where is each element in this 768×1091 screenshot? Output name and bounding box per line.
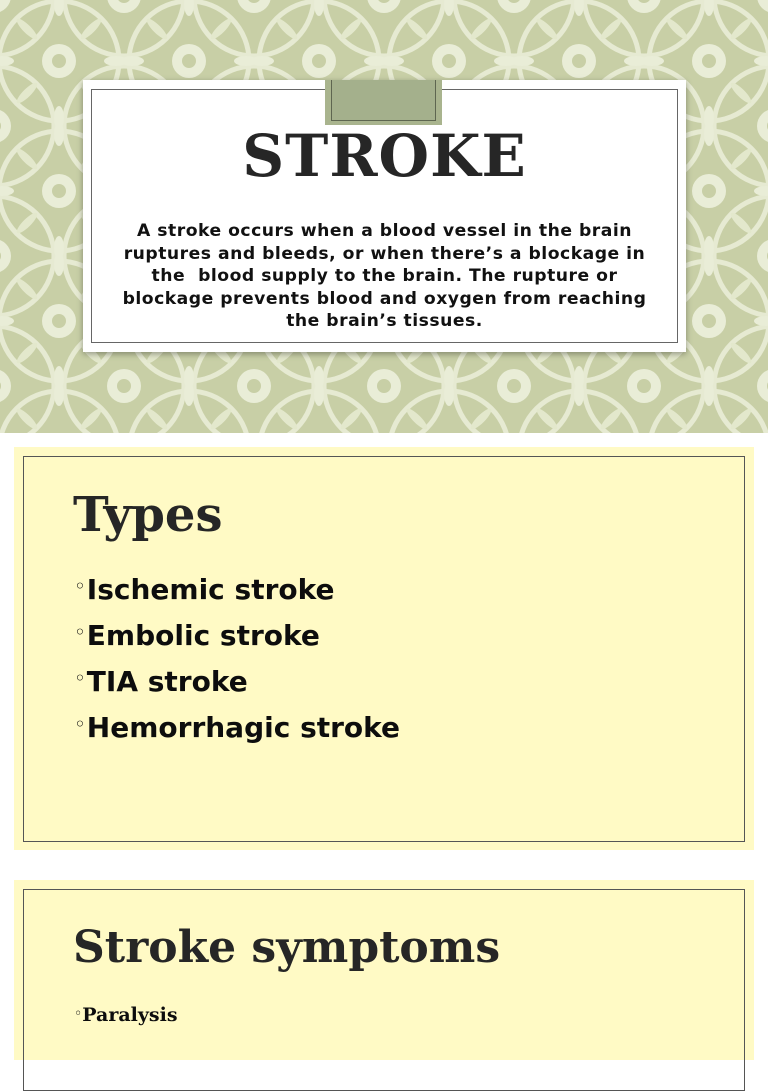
bullet-icon: ◦: [74, 574, 86, 598]
bullet-icon: ◦: [74, 1006, 83, 1022]
bullet-icon: ◦: [74, 666, 86, 690]
list-item-label: Embolic stroke: [86, 619, 320, 652]
slide-title: STROKE: [242, 122, 527, 190]
types-list: [74, 565, 400, 749]
title-slide: [0, 0, 768, 433]
description-line: A stroke occurs when a blood vessel in the brain: [137, 221, 632, 241]
stroke-description: [83, 220, 686, 333]
list-item: [74, 703, 400, 749]
symptoms-slide: [14, 880, 754, 1060]
title-card: [83, 80, 686, 352]
description-line: the brain’s tissues.: [286, 311, 483, 332]
list-item: [74, 657, 400, 703]
types-heading: Types: [73, 487, 223, 543]
list-item-label: Hemorrhagic stroke: [86, 711, 401, 744]
description-line: the blood supply to the brain. The rupture or: [151, 266, 618, 287]
list-item-label: Paralysis: [82, 1004, 178, 1026]
symptoms-heading: Stroke symptoms: [73, 922, 501, 973]
description-line: blockage prevents blood and oxygen from reaching: [122, 288, 647, 309]
description-line: ruptures and bleeds, or when there’s a blockage in: [123, 243, 646, 264]
list-item-label: Ischemic stroke: [86, 573, 335, 606]
list-item: [74, 611, 400, 657]
bullet-icon: ◦: [74, 712, 86, 736]
types-slide: [14, 447, 754, 850]
bullet-icon: ◦: [74, 620, 86, 644]
list-item: [74, 565, 400, 611]
list-item-label: TIA stroke: [86, 665, 248, 698]
title-tab-decoration: [325, 80, 442, 125]
